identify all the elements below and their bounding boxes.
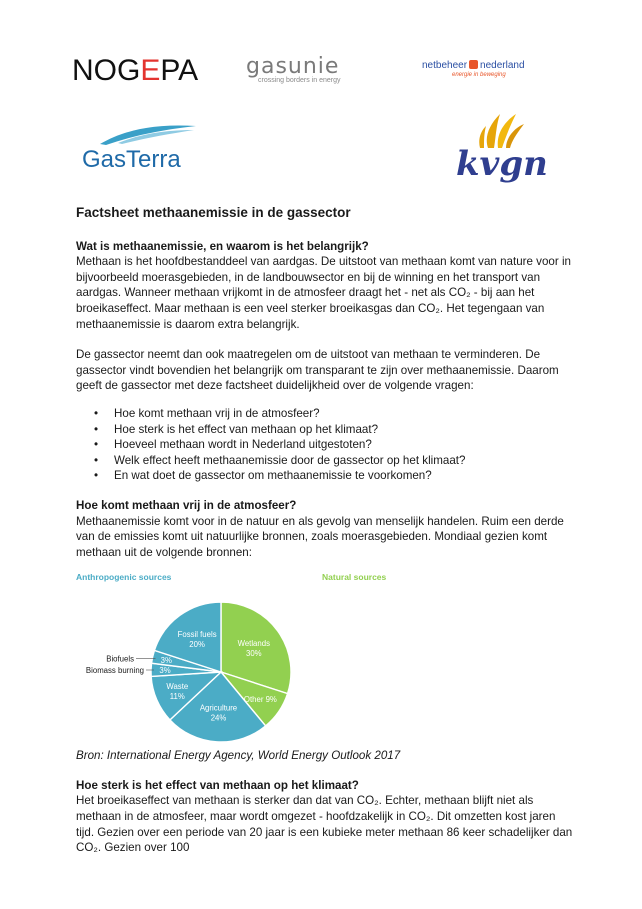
- section-what-is-paragraph-1: Methaan is het hoofdbestanddeel van aardgas. De uitstoot van methaan komt van nature voor in bijvoorbeeld moerasgebieden, in de landbouwsector en bij de winning en het transport van aardgas. Wanneer methaan vrijkomt in de atmosfeer draagt het - net als CO₂ - bij aan het broeikaseffect. Maar methaan is een veel sterker broeikasgas dan CO₂. Het tegengaan van methaanemissie is daarom extra belangrijk.: [76, 255, 571, 331]
- gasterra-logo-word: GasTerra: [82, 146, 181, 173]
- question-item: • Hoe sterk is het effect van methaan op het klimaat?: [114, 422, 576, 438]
- methane-pie-chart: [76, 572, 416, 742]
- netbeheer-logo-left: netbeheer: [422, 60, 468, 71]
- question-item: • Hoe komt methaan vrij in de atmosfeer?: [114, 406, 576, 422]
- section-how-released-paragraph: Methaanemissie komt voor in de natuur en als gevolg van menselijk handelen. Ruim een derde van de emissies komt uit natuurlijke bronnen, zoals moerasgebieden. Mondiaal gezien komt methaan uit de volgende bronnen:: [76, 514, 564, 559]
- netbeheer-logo-tagline: energie in beweging: [452, 72, 506, 78]
- gasterra-logo: [82, 124, 198, 174]
- category-label-wetlands: Wetlands: [237, 639, 270, 649]
- document-body: [76, 205, 576, 856]
- netbeheer-logo: [422, 60, 525, 78]
- data-label-wetlands: 30%: [245, 649, 262, 659]
- section-heading-climate-effect: Hoe sterk is het effect van methaan op het klimaat?: [76, 778, 359, 792]
- nogepa-logo-text-e: E: [140, 54, 161, 87]
- gasunie-logo: [246, 54, 341, 84]
- section-heading-how-released: Hoe komt methaan vrij in de atmosfeer?: [76, 498, 297, 512]
- chart-source: Bron: International Energy Agency, World Energy Outlook 2017: [76, 749, 401, 763]
- data-label-biofuels: 3%: [160, 656, 172, 666]
- gasterra-swoosh-icon: [98, 124, 198, 146]
- kvgn-logo-word: kvgn: [456, 144, 548, 184]
- nogepa-logo-text-b: PA: [160, 54, 199, 87]
- gasunie-logo-tagline: crossing borders in energy: [258, 77, 341, 84]
- data-label-fossil-fuels: 20%: [189, 640, 205, 650]
- question-item: • Hoeveel methaan wordt in Nederland uitgestoten?: [114, 437, 576, 453]
- data-label-waste: 11%: [169, 692, 185, 702]
- question-item: • Welk effect heeft methaanemissie door de gassector op het klimaat?: [114, 453, 576, 469]
- category-label-biomass-burning: Biomass burning: [85, 666, 144, 676]
- netbeheer-logo-right: nederland: [480, 60, 525, 71]
- category-label-biofuels: Biofuels: [106, 654, 134, 664]
- category-label-fossil-fuels: Fossil fuels: [177, 630, 217, 640]
- category-label-waste: Waste: [166, 682, 189, 692]
- gasunie-logo-word: gasunie: [246, 54, 340, 79]
- netbeheer-square-icon: [469, 60, 478, 69]
- methane-sources-chart: [76, 572, 416, 742]
- section-what-is-paragraph-2: De gassector neemt dan ook maatregelen om de uitstoot van methaan te verminderen. De gassector vindt bovendien het belangrijk om transparant te zijn over methaanemissie. Daarom geeft de gassector met deze factsheet duidelijkheid over de volgende vragen:: [76, 348, 559, 393]
- nogepa-logo: [72, 54, 198, 88]
- section-heading-what-is: Wat is methaanemissie, en waarom is het belangrijk?: [76, 239, 369, 253]
- question-list: [76, 406, 576, 484]
- category-label-agriculture: Agriculture: [199, 703, 238, 713]
- section-climate-effect-paragraph: Het broeikaseffect van methaan is sterker dan dat van CO₂. Echter, methaan blijft niet als methaan in de atmosfeer, maar wordt omgezet - hoofdzakelijk in CO₂. Dit omzetten kost jaren tijd. Gezien over een periode van 20 jaar is een kubieke meter methaan 86 keer schadelijker dan CO₂. Gezien over 100: [76, 794, 573, 855]
- legend-label-anthropogenic: Anthropogenic sources: [76, 572, 172, 583]
- kvgn-logo: [456, 110, 548, 184]
- data-label-agriculture: 24%: [210, 713, 227, 723]
- data-label-other: Other 9%: [243, 695, 277, 705]
- nogepa-logo-text-a: NOG: [72, 54, 141, 87]
- question-item: • En wat doet de gassector om methaanemissie te voorkomen?: [114, 468, 576, 484]
- data-label-biomass-burning: 3%: [159, 666, 171, 676]
- legend-label-natural: Natural sources: [322, 572, 387, 583]
- page-title: Factsheet methaanemissie in de gassector: [76, 205, 351, 220]
